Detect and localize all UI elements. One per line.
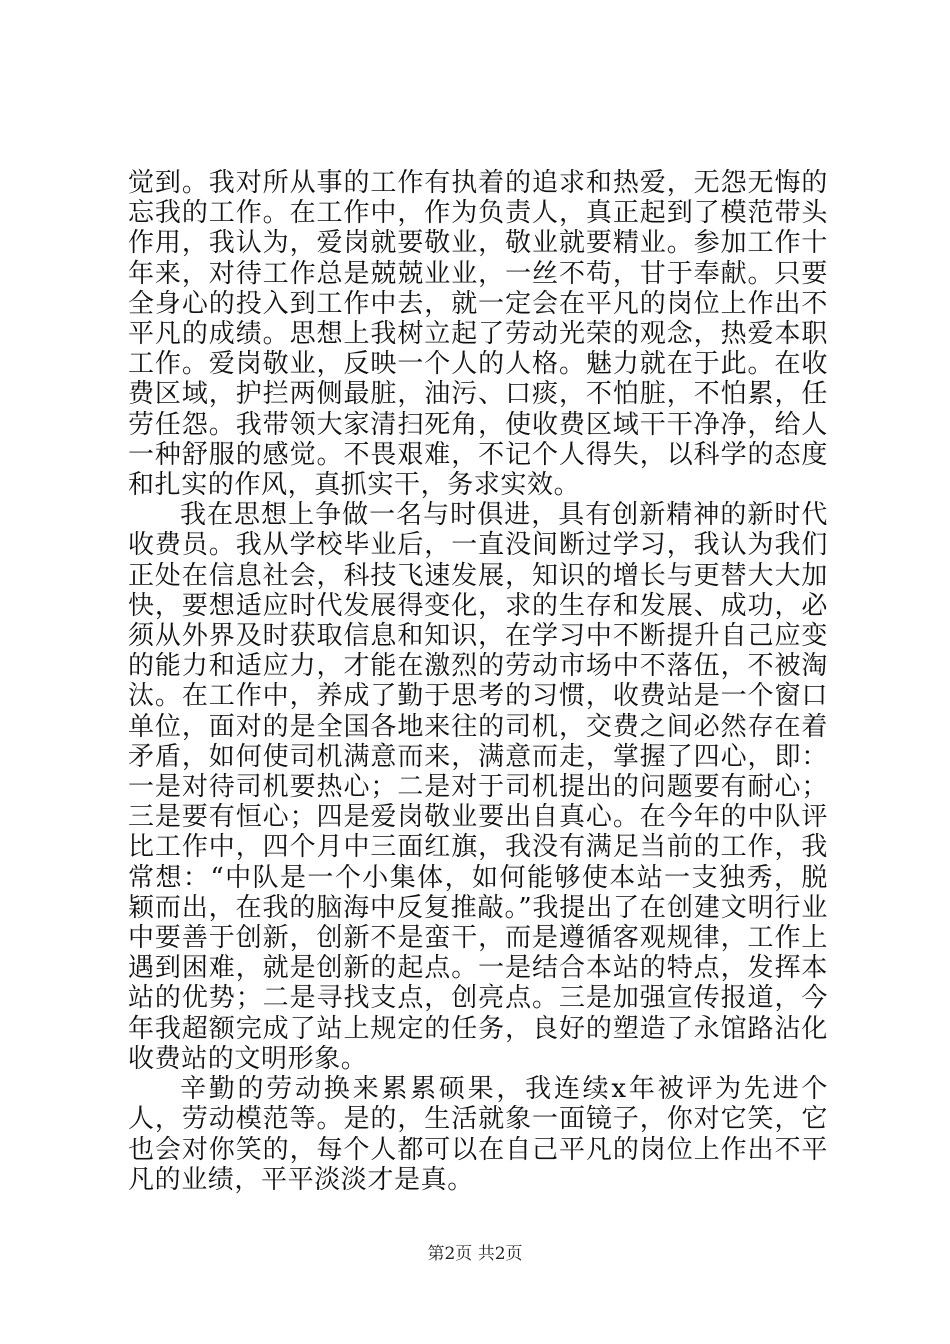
paragraph-3: 辛勤的劳动换来累累硕果，我连续x年被评为先进个人，劳动模范等。是的，生活就象一面镜子，你对它笑，它也会对你笑的，每个人都可以在自己平凡的岗位上作出不平凡的业绩，平平淡淡才是真。 [128, 1074, 828, 1195]
document-body [128, 168, 828, 1195]
paragraph-2: 我在思想上争做一名与时俱进，具有创新精神的新时代收费员。我从学校毕业后，一直没间断过学习，我认为我们正处在信息社会，科技飞速发展，知识的增长与更替大大加快，要想适应时代发展得变化，求的生存和发展、成功，必须从外界及时获取信息和知识，在学习中不断提升自己应变的能力和适应力，才能在激烈的劳动市场中不落伍，不被淘汰。在工作中，养成了勤于思考的习惯，收费站是一个窗口单位，面对的是全国各地来往的司机，交费之间必然存在着矛盾，如何使司机满意而来，满意而走，掌握了四心，即：一是对待司机要热心；二是对于司机提出的问题要有耐心；三是要有恒心；四是爱岗敬业要出自真心。在今年的中队评比工作中，四个月中三面红旗，我没有满足当前的工作，我常想：“中队是一个小集体，如何能够使本站一支独秀，脱颖而出，在我的脑海中反复推敲。”我提出了在创建文明行业中要善于创新，创新不是蛮干，而是遵循客观规律，工作上遇到困难，就是创新的起点。一是结合本站的特点，发挥本站的优势；二是寻找支点，创亮点。三是加强宣传报道，今年我超额完成了站上规定的任务，良好的塑造了永馆路沾化收费站的文明形象。 [128, 500, 828, 1074]
paragraph-1: 觉到。我对所从事的工作有执着的追求和热爱，无怨无悔的忘我的工作。在工作中，作为负责人，真正起到了模范带头作用，我认为，爱岗就要敬业，敬业就要精业。参加工作十年来，对待工作总是兢兢业业，一丝不苟，甘于奉献。只要全身心的投入到工作中去，就一定会在平凡的岗位上作出不平凡的成绩。思想上我树立起了劳动光荣的观念，热爱本职工作。爱岗敬业，反映一个人的人格。魅力就在于此。在收费区域，护拦两侧最脏，油污、口痰，不怕脏，不怕累，任劳任怨。我带领大家清扫死角，使收费区域干干净净，给人一种舒服的感觉。不畏艰难，不记个人得失，以科学的态度和扎实的作风，真抓实干，务求实效。 [128, 168, 828, 501]
page-number-footer: 第2页 共2页 [427, 1244, 523, 1264]
